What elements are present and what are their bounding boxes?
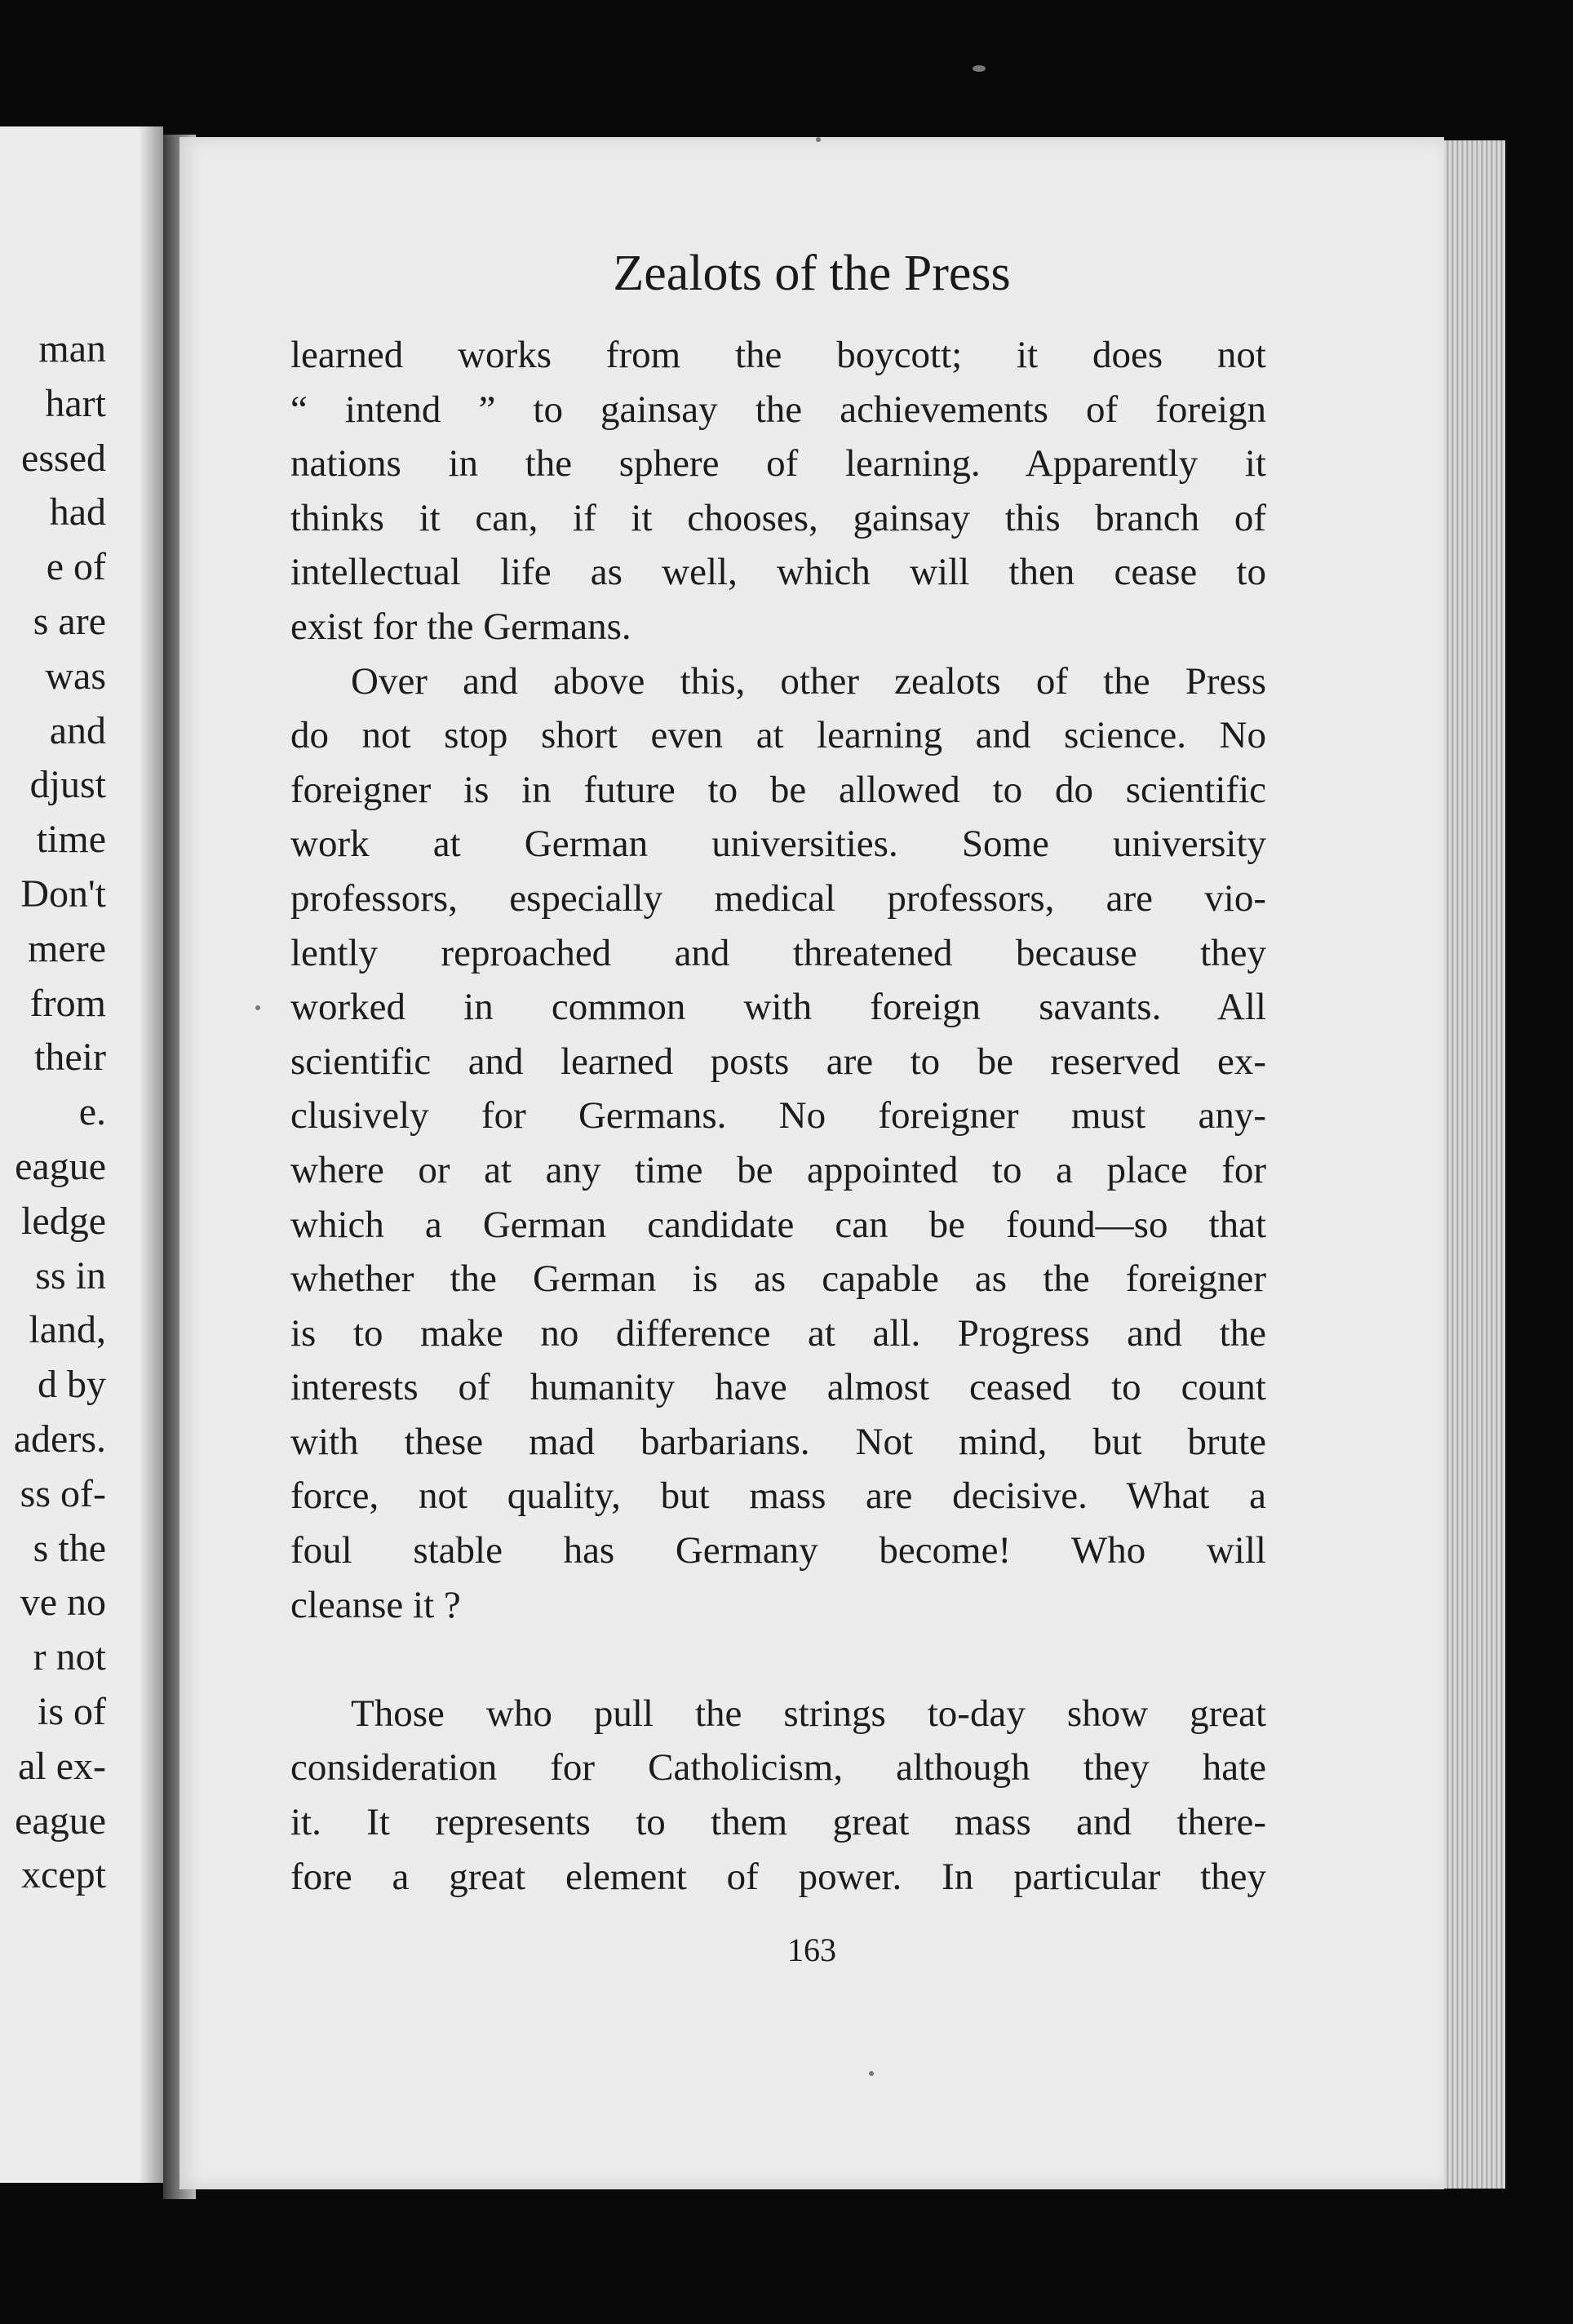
left-page-line: time	[36, 818, 106, 862]
left-page-line: from	[29, 981, 106, 1025]
text-line: fore a great element of power. In particular they	[290, 1855, 1266, 1898]
text-line: worked in common with foreign savants. All	[290, 986, 1266, 1029]
text-line: it. It represents to them great mass and there-	[290, 1801, 1266, 1844]
left-page-line: ledge	[21, 1199, 106, 1243]
left-page-line: ve no	[20, 1581, 106, 1625]
left-page-line: Don't	[20, 872, 106, 916]
text-line: thinks it can, if it chooses, gainsay this branch of	[290, 496, 1266, 539]
text-line: whether the German is as capable as the foreigner	[290, 1257, 1266, 1301]
left-page-line: ss of-	[20, 1471, 106, 1515]
page-edges	[1444, 140, 1505, 2189]
text-line: exist for the Germans.	[290, 605, 631, 648]
left-page-line: s the	[33, 1526, 106, 1570]
text-line: do not stop short even at learning and science. No	[290, 714, 1266, 757]
text-line: intellectual life as well, which will then cease to	[290, 551, 1266, 594]
text-line: “ intend ” to gainsay the achievements of foreign	[290, 388, 1266, 431]
text-line: work at German universities. Some university	[290, 823, 1266, 866]
dust-speck	[255, 1005, 260, 1010]
left-page-line: land,	[29, 1308, 106, 1352]
text-line: force, not quality, but mass are decisive. What a	[290, 1475, 1266, 1518]
left-page-line: xcept	[21, 1853, 106, 1897]
left-page-line: is of	[38, 1689, 106, 1733]
text-line: Over and above this, other zealots of the Press	[351, 659, 1266, 703]
dust-speck	[973, 65, 986, 72]
left-page-line: aders.	[13, 1417, 106, 1461]
text-line: foreigner is in future to be allowed to do scientific	[290, 768, 1266, 811]
dust-speck	[816, 137, 821, 142]
left-page-line: was	[45, 654, 106, 698]
text-line: Those who pull the strings to-day show great	[351, 1692, 1266, 1735]
text-line: with these mad barbarians. Not mind, but brute	[290, 1420, 1266, 1463]
left-page-line: ss in	[35, 1253, 106, 1297]
page-number: 163	[787, 1931, 836, 1968]
body-text	[290, 328, 1266, 1904]
left-page-line: d by	[38, 1363, 106, 1407]
left-page-line: essed	[21, 436, 106, 480]
left-page-line: al ex-	[18, 1744, 106, 1788]
text-line: scientific and learned posts are to be reserved ex-	[290, 1040, 1266, 1083]
left-page-line: s are	[33, 599, 106, 643]
dust-speck	[869, 2071, 874, 2076]
left-page-shadow	[139, 126, 163, 2183]
left-page-line: e.	[78, 1090, 106, 1134]
left-page-line: and	[49, 708, 106, 752]
left-facing-page	[0, 126, 163, 2183]
text-line: lently reproached and threatened because they	[290, 931, 1266, 974]
left-page-line: r not	[33, 1635, 106, 1679]
text-line: interests of humanity have almost ceased to count	[290, 1366, 1266, 1409]
text-line: learned works from the boycott; it does not	[290, 334, 1266, 376]
text-line: clusively for Germans. No foreigner must any-	[290, 1094, 1266, 1138]
text-line: consideration for Catholicism, although they hate	[290, 1746, 1266, 1790]
left-page-line: mere	[28, 926, 106, 970]
left-page-line: eague	[15, 1144, 106, 1188]
text-line: where or at any time be appointed to a place for	[290, 1148, 1266, 1191]
text-line: which a German candidate can be found—so that	[290, 1203, 1266, 1246]
left-page-line: eague	[15, 1798, 106, 1843]
left-page-text	[14, 322, 106, 1903]
running-head: Zealots of the Press	[613, 246, 1011, 301]
left-page-line: man	[38, 327, 106, 370]
left-page-line: had	[49, 490, 106, 534]
text-line: cleanse it ?	[290, 1583, 461, 1626]
left-page-line: hart	[45, 381, 106, 425]
text-line: professors, especially medical professors, are vio-	[290, 876, 1266, 920]
left-page-line: e of	[46, 545, 106, 589]
text-line: foul stable has Germany become! Who will	[290, 1529, 1266, 1572]
left-page-line: djust	[29, 763, 106, 807]
left-page-line: their	[34, 1036, 106, 1080]
text-line: nations in the sphere of learning. Apparently it	[290, 442, 1266, 486]
paragraph-break	[290, 1632, 1266, 1687]
text-line: is to make no difference at all. Progress and the	[290, 1311, 1266, 1355]
